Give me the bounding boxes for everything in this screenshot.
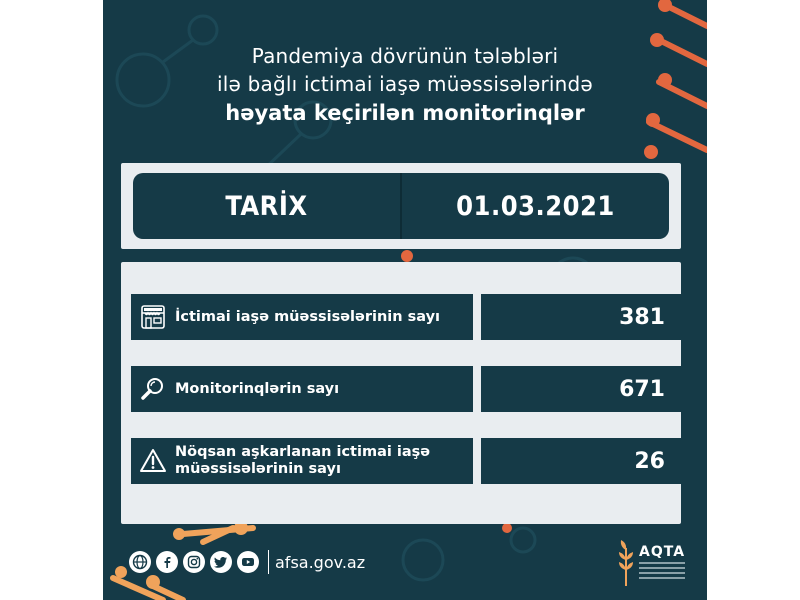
stat-label-box xyxy=(131,366,473,412)
date-value: 01.03.2021 xyxy=(456,190,615,222)
headline-line-3: həyata keçirilən monitorinqlər xyxy=(225,101,585,125)
stat-row-establishments xyxy=(131,294,681,340)
stat-label-box xyxy=(131,438,473,484)
twitter-icon[interactable] xyxy=(210,551,232,573)
warning-icon xyxy=(139,447,167,475)
wheat-icon xyxy=(615,538,637,588)
stat-label xyxy=(175,444,430,478)
globe-icon[interactable] xyxy=(129,551,151,573)
date-label: TARİX xyxy=(225,190,308,222)
storefront-icon xyxy=(139,303,167,331)
logo-text: AQTA xyxy=(639,544,686,560)
footer xyxy=(129,548,365,576)
magnifier-icon xyxy=(139,375,167,403)
facebook-icon[interactable] xyxy=(156,551,178,573)
aqta-logo xyxy=(615,538,685,590)
stat-value: 381 xyxy=(481,294,681,340)
stat-label-line-1: Nöqsan aşkarlanan ictimai iaşə xyxy=(175,444,431,460)
website-link[interactable]: afsa.gov.az xyxy=(275,552,366,572)
stats-panel xyxy=(121,262,681,524)
instagram-icon[interactable] xyxy=(183,551,205,573)
stat-value: 26 xyxy=(481,438,681,484)
stat-value: 671 xyxy=(481,366,681,412)
stat-row-deficiencies xyxy=(131,438,681,484)
stat-label: İctimai iaşə müəssisələrinin sayı xyxy=(175,308,441,325)
youtube-icon[interactable] xyxy=(237,551,259,573)
logo-small-print xyxy=(639,562,685,582)
stat-label: Monitorinqlərin sayı xyxy=(175,380,340,397)
poster xyxy=(103,0,707,600)
stat-label-box xyxy=(131,294,473,340)
date-panel xyxy=(121,163,681,249)
stat-row-monitorings xyxy=(131,366,681,412)
headline xyxy=(103,42,707,128)
footer-divider xyxy=(268,550,269,574)
stat-label-line-2: müəssisələrinin sayı xyxy=(175,461,341,477)
headline-line-2: ilə bağlı ictimai iaşə müəssisələrində xyxy=(217,72,593,96)
headline-line-1: Pandemiya dövrünün tələbləri xyxy=(251,44,559,68)
date-bar xyxy=(133,173,669,239)
